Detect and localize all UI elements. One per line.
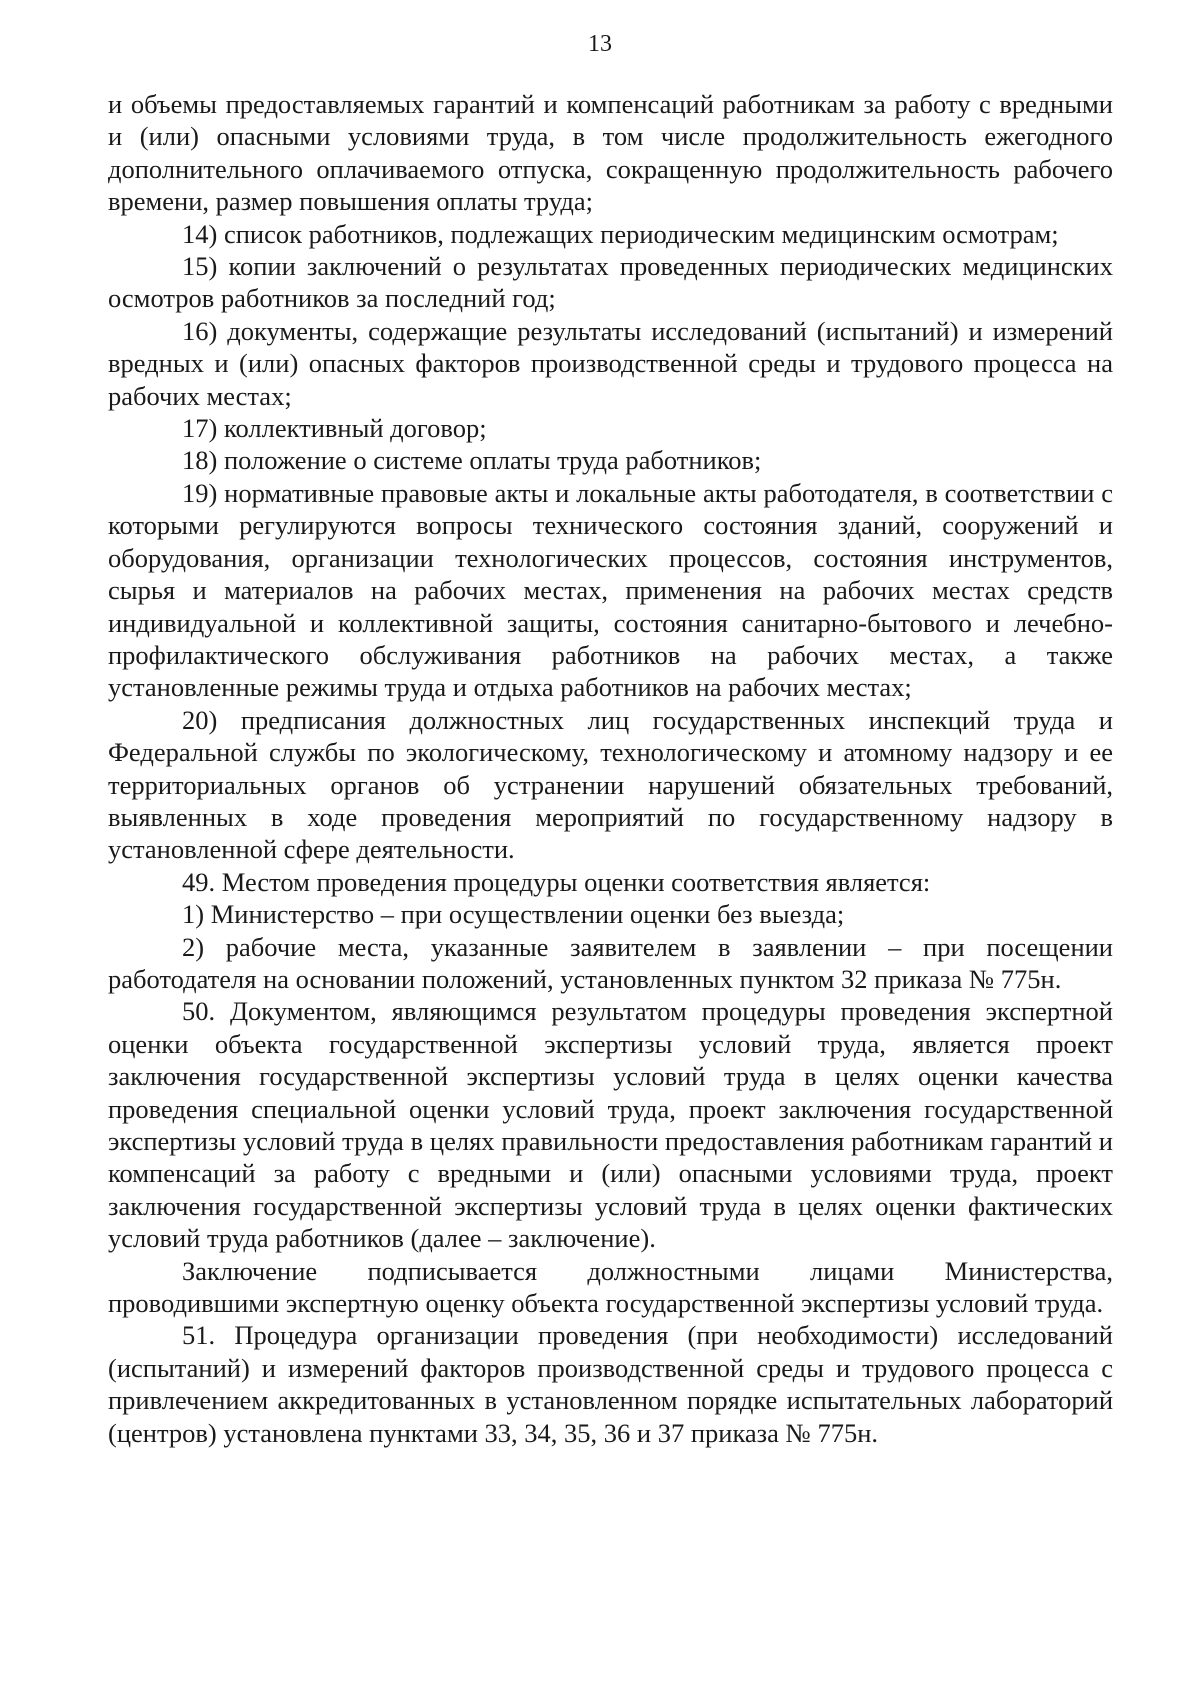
list-item-14: 14) список работников, подлежащих периодическим медицинским осмотрам; bbox=[182, 218, 1059, 249]
page-number: 13 bbox=[588, 31, 612, 57]
list-item-20: 20) предписания должностных лиц государственных инспекций труда и Федеральной службы по экологическому, технологическому и атомному надзору и ее территориальных органов об устранении нарушений обязательных требований, выявленных в ходе проведения мероприятий по государственному надзору в установленной сфере деятельности. bbox=[108, 704, 1113, 865]
clause-50-signature-note: Заключение подписывается должностными лицами Министерства, проводившими экспертную оценку объекта государственной экспертизы условий труда. bbox=[108, 1255, 1113, 1319]
clause-49-item-2: 2) рабочие места, указанные заявителем в заявлении – при посещении работодателя на основании положений, установленных пунктом 32 приказа № 775н. bbox=[108, 931, 1113, 994]
paragraph-continuation: и объемы предоставляемых гарантий и компенсаций работникам за работу с вредными и (или) опасными условиями труда, в том числе продолжительность ежегодного дополнительного оплачиваемого отпуска, сокращенную продолжительность рабочего времени, размер повышения оплаты труда; bbox=[108, 89, 1113, 217]
clause-49: 49. Местом проведения процедуры оценки соответствия является: bbox=[182, 866, 931, 897]
clause-51: 51. Процедура организации проведения (при необходимости) исследований (испытаний) и измерений факторов производственной среды и трудового процесса с привлечением аккредитованных в установленном порядке испытательных лабораторий (центров) установлена пунктами 33, 34, 35, 36 и 37 приказа № 775н. bbox=[108, 1320, 1113, 1448]
list-item-19: 19) нормативные правовые акты и локальные акты работодателя, в соответствии с которыми регулируются вопросы технического состояния зданий, сооружений и оборудования, организации технологических процессов, состояния инструментов, сырья и материалов на рабочих местах, применения на рабочих местах средств индивидуальной и коллективной защиты, состояния санитарно-бытового и лечебно-профилактического обслуживания работников на рабочих местах, а также установленные режимы труда и отдыха работников на рабочих местах; bbox=[108, 477, 1113, 703]
list-item-17: 17) коллективный договор; bbox=[182, 413, 487, 444]
list-item-15: 15) копии заключений о результатах проведенных периодических медицинских осмотров работников за последний год; bbox=[108, 251, 1113, 314]
clause-49-item-1: 1) Министерство – при осуществлении оценки без выезда; bbox=[182, 899, 845, 930]
list-item-16: 16) документы, содержащие результаты исследований (испытаний) и измерений вредных и (или) опасных факторов производственной среды и трудового процесса на рабочих местах; bbox=[108, 315, 1113, 411]
document-body bbox=[108, 88, 1113, 1449]
clause-50: 50. Документом, являющимся результатом процедуры проведения экспертной оценки объекта государственной экспертизы условий труда, является проект заключения государственной экспертизы условий труда в целях оценки качества проведения специальной оценки условий труда, проект заключения государственной экспертизы условий труда в целях правильности предоставления работникам гарантий и компенсаций за работу с вредными и (или) опасными условиями труда, проект заключения государственной экспертизы условий труда в целях оценки фактических условий труда работников (далее – заключение). bbox=[108, 996, 1113, 1254]
list-item-18: 18) положение о системе оплаты труда работников; bbox=[182, 445, 762, 476]
